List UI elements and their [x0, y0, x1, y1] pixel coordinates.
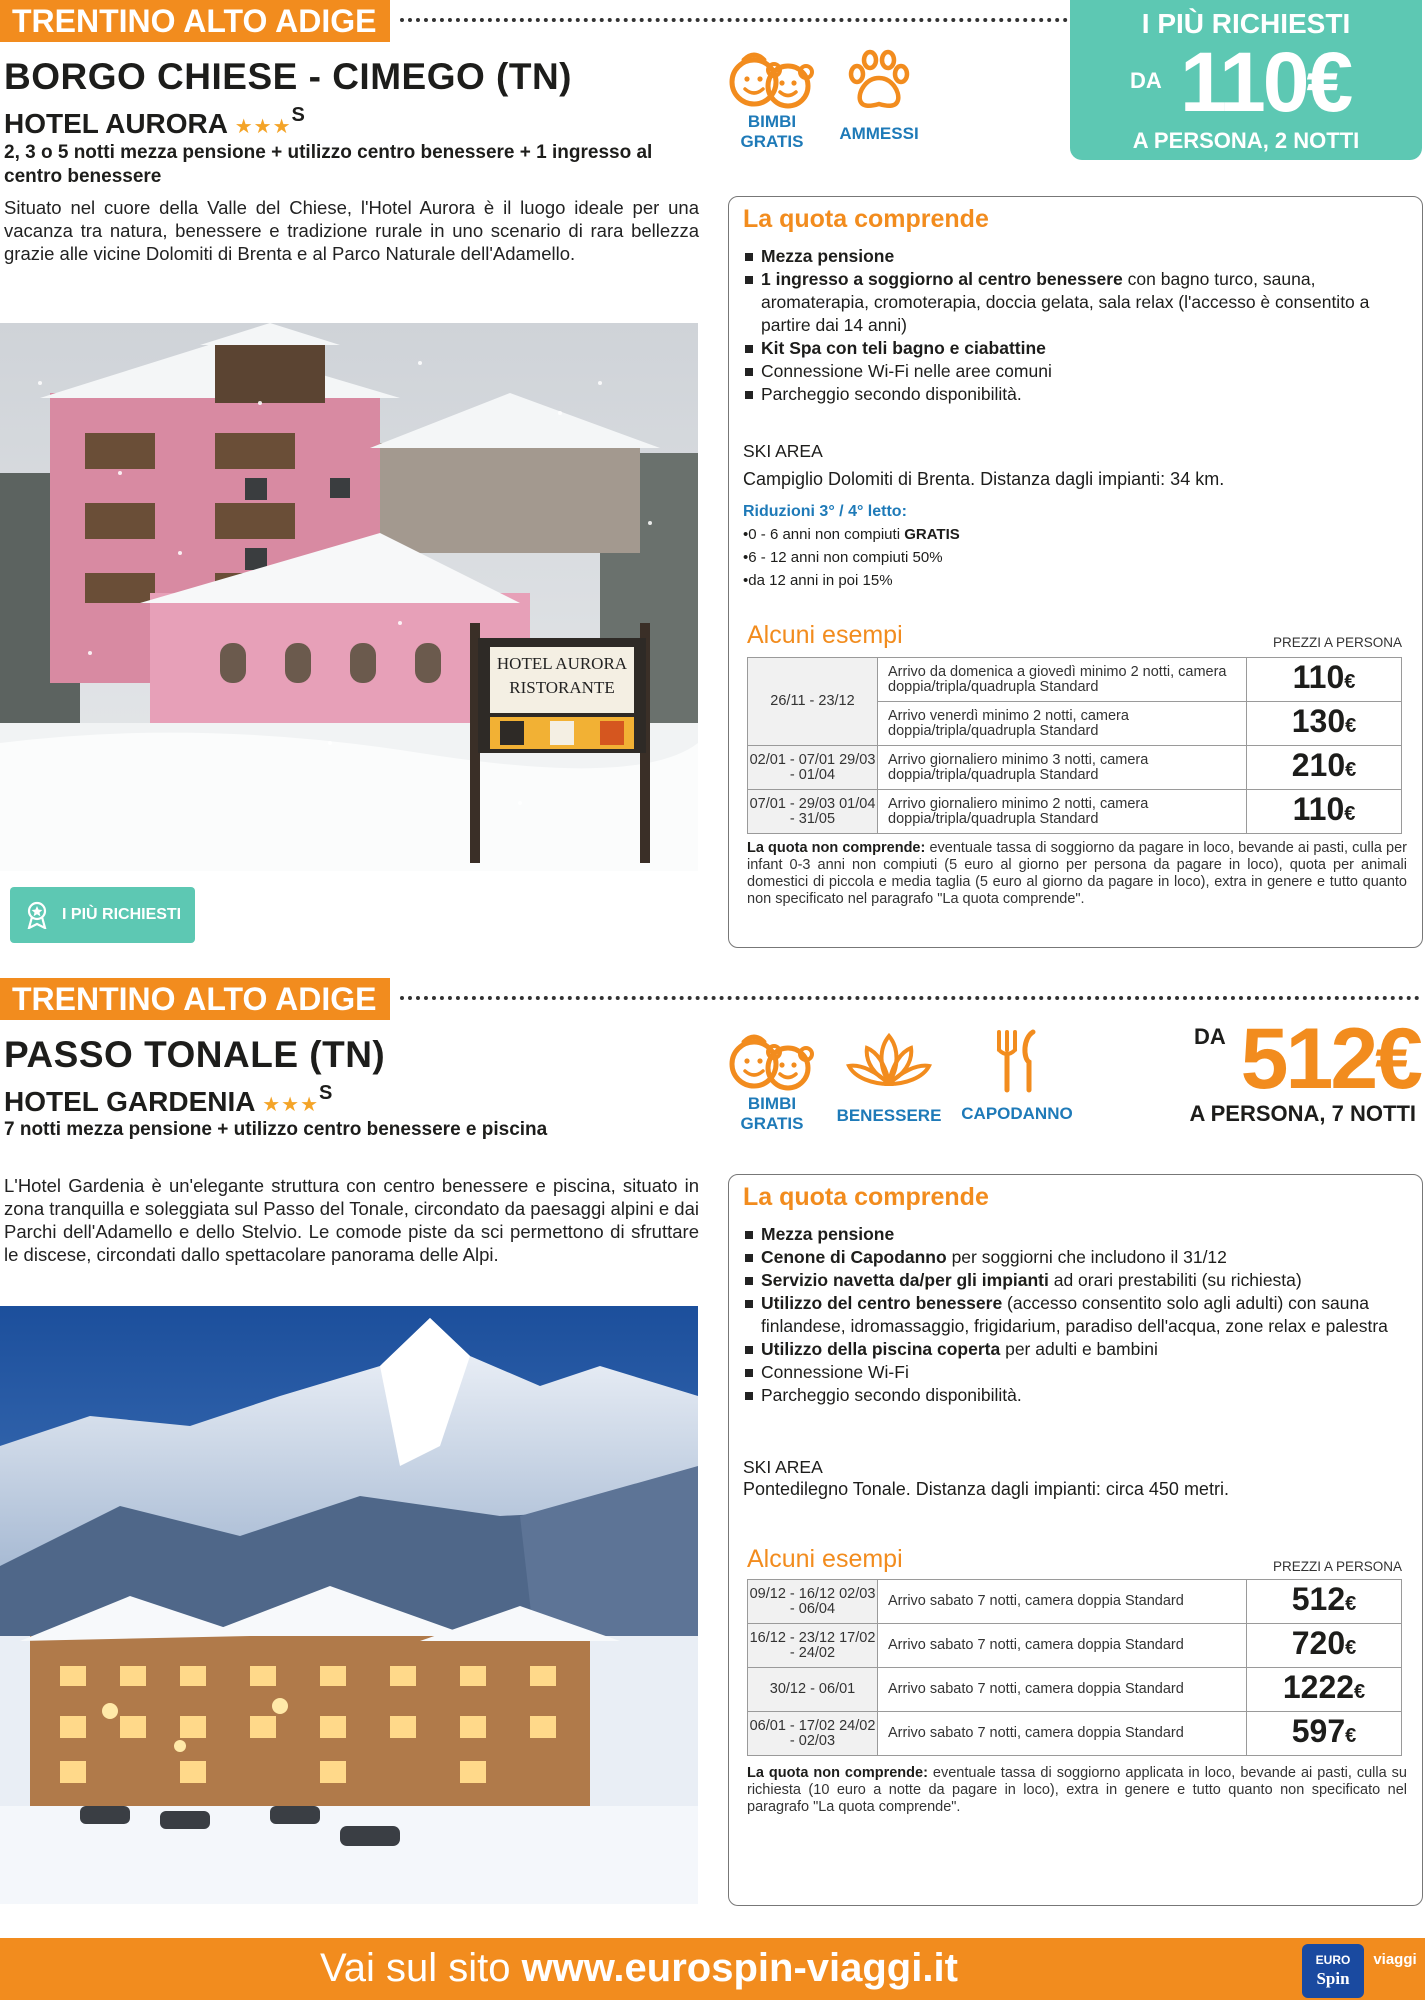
includes-title: La quota comprende: [743, 1183, 989, 1211]
price-amount: 512€: [1240, 1011, 1420, 1107]
hotel-name: [4, 104, 305, 140]
list-item: Connessione Wi-Fi: [743, 1361, 1413, 1384]
icon-label: GRATIS: [740, 1114, 804, 1133]
price-cell: 720€: [1247, 1624, 1402, 1668]
not-included-text: La quota non comprende: eventuale tassa di soggiorno da pagare in loco, bevande ai pasti, culla per infant 0-3 anni non compiuti (5 euro al giorno per persona da pagare in loco), quota per animali domestici di piccola e media taglia (5 euro al giorno da pagare in loco), extra in genere e tutto quanto non specificato nel paragrafo "La quota comprende".: [747, 840, 1408, 907]
hotel-gardenia-image: [0, 1306, 698, 1904]
footer-prefix: Vai sul sito: [320, 1946, 522, 1990]
period-cell: 06/01 - 17/02 24/02 - 02/03: [748, 1712, 878, 1756]
price-subtitle: A PERSONA, 7 NOTTI: [1189, 1101, 1416, 1126]
price-from-label: DA: [1194, 1024, 1226, 1049]
hotel-photo: [0, 1306, 698, 1904]
price-cell: 597€: [1247, 1712, 1402, 1756]
badge-price: 110€: [1180, 35, 1351, 129]
description-cell: Arrivo sabato 7 notti, camera doppia Standard: [878, 1712, 1247, 1756]
tag-label: I PIÙ RICHIESTI: [62, 906, 182, 923]
icon-label: AMMESSI: [839, 124, 919, 143]
pets-allowed-feature: [826, 48, 932, 144]
icon-label: BENESSERE: [836, 1106, 942, 1125]
description-cell: Arrivo sabato 7 notti, camera doppia Standard: [878, 1580, 1247, 1624]
examples-title: Alcuni esempi: [747, 621, 903, 649]
list-item: Kit Spa con teli bagno e ciabattine: [743, 337, 1413, 360]
wellness-feature: [834, 1030, 944, 1126]
description-cell: Arrivo sabato 7 notti, camera doppia Standard: [878, 1668, 1247, 1712]
description-cell: Arrivo giornaliero minimo 2 notti, camera doppia/tripla/quadrupla Standard: [878, 790, 1247, 834]
footer-bar: [0, 1938, 1425, 2000]
icon-label: CAPODANNO: [961, 1104, 1073, 1123]
table-row: [748, 1712, 1402, 1756]
sign-line-2: RISTORANTE: [509, 678, 615, 697]
includes-list: [743, 1223, 1413, 1407]
kids-icon: [726, 46, 818, 112]
dotted-divider: [400, 996, 1420, 1000]
offer-title: PASSO TONALE (TN): [4, 1034, 386, 1075]
kids-free-feature: [722, 1028, 822, 1134]
star-suffix: S: [319, 1082, 333, 1104]
list-item: 1 ingresso a soggiorno al centro benessere con bagno turco, sauna, aromaterapia, cromoterapia, doccia gelata, sala relax (l'accesso è consentito a partire dai 14 anni): [743, 268, 1413, 337]
hotel-name-text: HOTEL AURORA: [4, 108, 227, 139]
examples-table: [747, 1579, 1402, 1756]
badge-title: I PIÙ RICHIESTI: [1141, 8, 1351, 39]
icon-label: GRATIS: [740, 132, 804, 151]
most-requested-tag[interactable]: [10, 887, 195, 943]
dotted-divider: [400, 18, 1068, 22]
list-item: Utilizzo della piscina coperta per adulti e bambini: [743, 1338, 1413, 1361]
star-suffix: S: [291, 104, 305, 126]
list-item: • da 12 anni in poi 15%: [743, 569, 960, 592]
footer-text: [320, 1946, 958, 1991]
ski-area-text: Campiglio Dolomiti di Brenta. Distanza dagli impianti: 34 km.: [743, 469, 1225, 489]
hotel-aurora-image: [0, 323, 698, 871]
price-cell: 1222€: [1247, 1668, 1402, 1712]
list-item: Parcheggio secondo disponibilità.: [743, 383, 1413, 406]
prices-label: PREZZI A PERSONA: [1272, 1559, 1402, 1574]
cutlery-icon: [987, 1028, 1047, 1094]
price-cell: 512€: [1247, 1580, 1402, 1624]
sign-line-1: HOTEL AURORA: [496, 654, 628, 673]
description-cell: Arrivo sabato 7 notti, camera doppia Standard: [878, 1624, 1247, 1668]
includes-box: [728, 196, 1423, 948]
price-cell: 110€: [1247, 790, 1402, 834]
examples-table: [747, 657, 1402, 834]
region-label: TRENTINO ALTO ADIGE: [0, 978, 390, 1020]
kids-free-feature: [722, 46, 822, 152]
table-row: [748, 746, 1402, 790]
period-cell: 26/11 - 23/12: [748, 658, 878, 746]
period-cell: 07/01 - 29/03 01/04 - 31/05: [748, 790, 878, 834]
price-cell: 210€: [1247, 746, 1402, 790]
period-cell: 16/12 - 23/12 17/02 - 24/02: [748, 1624, 878, 1668]
award-icon: [24, 901, 50, 929]
offer-hotel-gardenia: [0, 978, 1425, 1938]
list-item: Servizio navetta da/per gli impianti ad orari prestabiliti (su richiesta): [743, 1269, 1413, 1292]
logo-line-3: viaggi: [1373, 1951, 1417, 1968]
includes-list: [743, 245, 1413, 406]
lotus-icon: [843, 1030, 935, 1094]
reductions-list: [743, 523, 960, 592]
list-item: • 6 - 12 anni non compiuti 50%: [743, 546, 960, 569]
list-item: Parcheggio secondo disponibilità.: [743, 1384, 1413, 1407]
list-item: Connessione Wi-Fi nelle aree comuni: [743, 360, 1413, 383]
logo-line-1: EURO: [1315, 1953, 1351, 1967]
period-cell: 30/12 - 06/01: [748, 1668, 878, 1712]
offer-hotel-aurora: [0, 0, 1425, 960]
list-item: Mezza pensione: [743, 1223, 1413, 1246]
offer-title: BORGO CHIESE - CIMEGO (TN): [4, 56, 572, 97]
region-label: TRENTINO ALTO ADIGE: [0, 0, 390, 42]
description-cell: Arrivo giornaliero minimo 3 notti, camera doppia/tripla/quadrupla Standard: [878, 746, 1247, 790]
website-link[interactable]: www.eurospin-viaggi.it: [521, 1946, 958, 1990]
table-row: [748, 790, 1402, 834]
ski-area-text: Pontedilegno Tonale. Distanza dagli impianti: circa 450 metri.: [743, 1479, 1229, 1499]
period-cell: 02/01 - 07/01 29/03 - 01/04: [748, 746, 878, 790]
star-rating-icon: ★★★: [234, 116, 292, 138]
kids-icon: [726, 1028, 818, 1094]
price-cell: 130€: [1247, 702, 1402, 746]
includes-box: [728, 1174, 1423, 1906]
list-item: Cenone di Capodanno per soggiorni che includono il 31/12: [743, 1246, 1413, 1269]
icon-label: BIMBI: [747, 112, 797, 131]
eurospin-viaggi-logo: [1300, 1940, 1425, 2000]
star-rating-icon: ★★★: [262, 1094, 320, 1116]
table-row: [748, 1580, 1402, 1624]
description-cell: Arrivo venerdì minimo 2 notti, camera doppia/tripla/quadrupla Standard: [878, 702, 1247, 746]
description-cell: Arrivo da domenica a giovedì minimo 2 notti, camera doppia/tripla/quadrupla Standard: [878, 658, 1247, 702]
icon-label: BIMBI: [747, 1094, 797, 1113]
table-row: [748, 1668, 1402, 1712]
list-item: Mezza pensione: [743, 245, 1413, 268]
hotel-photo: [0, 323, 698, 871]
offer-subtitle: 2, 3 o 5 notti mezza pensione + utilizzo centro benessere + 1 ingresso al centro benessere: [4, 142, 653, 187]
table-row: [748, 1624, 1402, 1668]
prices-label: PREZZI A PERSONA: [1272, 635, 1402, 650]
not-included-text: La quota non comprende: eventuale tassa di soggiorno applicata in loco, bevande ai pasti, culla su richiesta (10 euro a notte da pagare in loco), extra in genere e tutto quanto non specificato nel paragrafo "La quota comprende".: [747, 1765, 1407, 1815]
ski-area-title: SKI AREA: [743, 441, 823, 461]
price-cell: 110€: [1247, 658, 1402, 702]
reductions-title: Riduzioni 3° / 4° letto:: [743, 503, 907, 520]
paw-icon: [844, 48, 914, 112]
examples-title: Alcuni esempi: [747, 1545, 903, 1573]
offer-subtitle: 7 notti mezza pensione + utilizzo centro benessere e piscina: [4, 1119, 548, 1140]
new-year-feature: [952, 1028, 1082, 1124]
logo-line-2: Spin: [1316, 1969, 1350, 1988]
hotel-description: Situato nel cuore della Valle del Chiese, l'Hotel Aurora è il luogo ideale per una vacanza tra natura, benessere e tradizione rurale in uno scenario di rara bellezza grazie alle vicine Dolomiti di Brenta e al Parco Naturale dell'Adamello.: [4, 197, 699, 264]
period-cell: 09/12 - 16/12 02/03 - 06/04: [748, 1580, 878, 1624]
hotel-name-text: HOTEL GARDENIA: [4, 1086, 255, 1117]
badge-from-label: DA: [1130, 68, 1162, 93]
list-item: • 0 - 6 anni non compiuti GRATIS: [743, 523, 960, 546]
table-row: [748, 658, 1402, 702]
list-item: Utilizzo del centro benessere (accesso consentito solo agli adulti) con sauna finlandese, idromassaggio, frigidarium, paradiso dell'acqua, zone relax e palestra: [743, 1292, 1413, 1338]
price-badge: [1070, 0, 1422, 160]
hotel-name: [4, 1082, 332, 1118]
hotel-description: L'Hotel Gardenia è un'elegante struttura con centro benessere e piscina, situato in zona tranquilla e soleggiata sul Passo del Tonale, circondato da paesaggi alpini e dai Parchi dell'Adamello e dello Stelvio. Le comode piste da sci permettono di sfruttare le discese, circondati dallo spettacolare panorama delle Alpi.: [4, 1175, 699, 1265]
badge-subtitle: A PERSONA, 2 NOTTI: [1132, 128, 1360, 153]
includes-title: La quota comprende: [743, 205, 989, 233]
ski-area-title: SKI AREA: [743, 1457, 823, 1477]
price-highlight: [1190, 1008, 1422, 1128]
